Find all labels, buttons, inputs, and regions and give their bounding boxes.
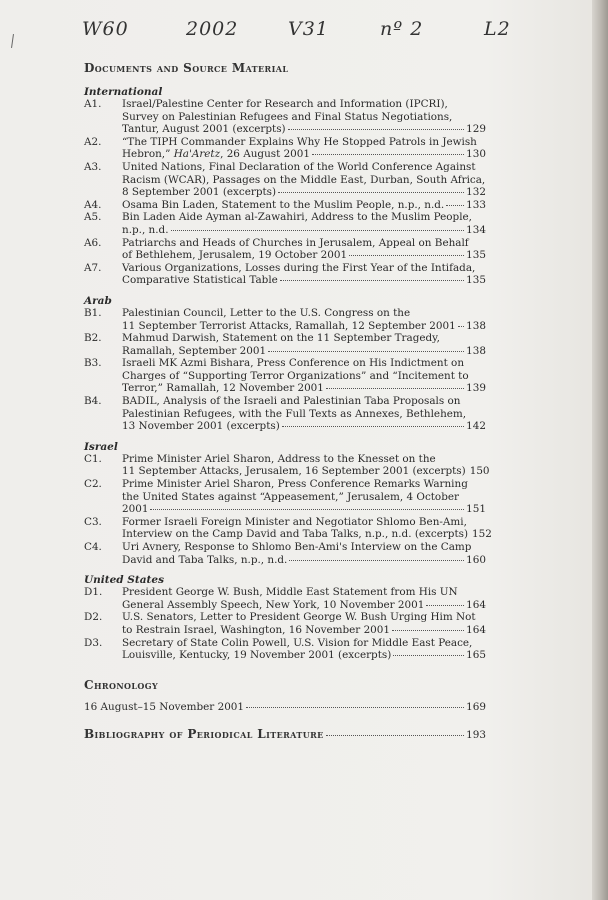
section-title-bibliography: Bibliography of Periodical Literature [84, 727, 324, 742]
entry-page-number: 160 [466, 553, 486, 566]
entry-page-number: 135 [466, 249, 486, 262]
group-title-arab: Arab [84, 294, 112, 307]
entry-page-number: 133 [466, 198, 486, 211]
leader-dots [282, 426, 464, 427]
entry-code: B1. [84, 306, 102, 319]
entry-line: Mahmud Darwish, Statement on the 11 September Tragedy, [122, 332, 440, 345]
entry-line: Israel/Palestine Center for Research and Information (IPCRI), [122, 98, 448, 110]
chronology-page: 169 [466, 700, 486, 713]
leader-dots [278, 192, 464, 193]
entry-line: “The TIPH Commander Explains Why He Stopped Patrols in Jewish [122, 135, 477, 148]
bibliography-page: 193 [466, 729, 486, 742]
entry-line: David and Taba Talks, n.p., n.d. [122, 553, 288, 566]
entry-line: 11 September Terrorist Attacks, Ramallah, 12 September 2001 [122, 319, 456, 332]
entry-code: B3. [84, 357, 102, 370]
leader-dots [246, 707, 464, 708]
toc-entry [84, 452, 490, 478]
entry-line: United Nations, Final Declaration of the World Conference Against [122, 160, 476, 173]
group-arab [84, 307, 486, 433]
entry-line: of Bethlehem, Jerusalem, 19 October 2001 [122, 249, 348, 262]
entry-line: Patriarchs and Heads of Churches in Jerusalem, Appeal on Behalf [122, 236, 469, 249]
entry-code: A7. [84, 261, 102, 274]
entry-line: Bin Laden Aide Ayman al-Zawahiri, Address to the Muslim People, [122, 211, 472, 224]
entry-line: BADIL, Analysis of the Israeli and Palestinian Taba Proposals on [122, 395, 461, 408]
handwriting-2: 2002 [186, 18, 239, 40]
leader-dots [446, 205, 464, 206]
toc-entry [84, 515, 492, 541]
entry-code: C4. [84, 541, 102, 553]
entry-code: D2. [84, 611, 103, 624]
entry-line: Ramallah, September 2001 [122, 344, 267, 357]
toc-entry [84, 611, 486, 636]
entry-page-number: 138 [466, 344, 486, 357]
entry-line: 13 November 2001 (excerpts) [122, 420, 280, 433]
entry-line: Uri Avnery, Response to Shlomo Ben-Ami's Interview on the Camp [122, 541, 472, 553]
entry-code: C2. [84, 478, 102, 491]
entry-line: Prime Minister Ariel Sharon, Address to the Knesset on the [122, 452, 436, 465]
entry-line: Comparative Statistical Table [122, 274, 278, 287]
page-edge-shadow [592, 0, 608, 900]
leader-dots [393, 655, 464, 656]
toc-entry [84, 478, 486, 516]
leader-dots [280, 280, 464, 281]
entry-page-number: 139 [466, 382, 486, 395]
toc-entry [84, 637, 486, 662]
entry-line: Racism (WCAR), Passages on the Middle East, Durban, South Africa, [122, 173, 486, 186]
entry-page-number: 164 [466, 623, 486, 636]
leader-dots [288, 129, 465, 130]
leader-dots [326, 735, 465, 736]
entry-code: A2. [84, 135, 102, 148]
entry-code: C1. [84, 452, 102, 465]
entry-code: B2. [84, 332, 102, 345]
entry-line: 8 September 2001 (excerpts) [122, 186, 277, 199]
toc-entry [84, 357, 486, 395]
entry-page-number: 138 [466, 319, 486, 332]
toc-entry [84, 541, 486, 566]
entry-line: U.S. Senators, Letter to President George W. Bush Urging Him Not [122, 611, 476, 624]
entry-line: Former Israeli Foreign Minister and Negotiator Shlomo Ben-Ami, [122, 515, 467, 528]
entry-code: A4. [84, 198, 102, 211]
section-title-chronology: Chronology [84, 677, 159, 692]
entry-page-number: 164 [466, 598, 486, 611]
group-israel [84, 452, 492, 566]
entry-code: B4. [84, 395, 102, 408]
leader-dots [289, 560, 464, 561]
entry-page-number: 150 [469, 465, 490, 478]
toc-entry [84, 199, 486, 212]
entry-line: to Restrain Israel, Washington, 16 November 2001 [122, 623, 391, 636]
entry-line: Prime Minister Ariel Sharon, Press Conference Remarks Warning [122, 478, 468, 491]
entry-code: D3. [84, 636, 103, 649]
entry-line: the United States against “Appeasement,” Jerusalem, 4 October [122, 490, 459, 503]
entry-line: Palestinian Council, Letter to the U.S. Congress on the [122, 306, 411, 319]
section-title-documents: Documents and Source Material [84, 61, 289, 75]
entry-line: Hebron,” Ha'Aretz, 26 August 2001 [122, 148, 311, 161]
entry-page-number: 165 [466, 649, 486, 662]
entry-line: 2001 [122, 503, 149, 516]
bibliography-entry [84, 728, 486, 742]
leader-dots [426, 605, 464, 606]
entry-line: Tantur, August 2001 (excerpts) [122, 123, 286, 136]
entry-code: A1. [84, 98, 102, 110]
handwriting-5: L2 [484, 18, 511, 40]
toc-entry [84, 395, 486, 433]
entry-line: n.p., n.d. [122, 223, 169, 236]
toc-entry [84, 98, 486, 136]
entry-line: Survey on Palestinian Refugees and Final Status Negotiations, [122, 110, 453, 123]
entry-code: A5. [84, 211, 102, 224]
entry-page-number: 129 [466, 123, 486, 136]
entry-page-number: 152 [472, 528, 492, 541]
toc-entry [84, 237, 486, 262]
entry-line: Various Organizations, Losses during the First Year of the Intifada, [122, 261, 476, 274]
leader-dots [458, 326, 464, 327]
entry-line: President George W. Bush, Middle East Statement from His UN [122, 586, 458, 599]
leader-dots [312, 154, 464, 155]
entry-code: D1. [84, 586, 103, 599]
entry-line: Osama Bin Laden, Statement to the Muslim People, n.p., n.d. [122, 198, 445, 211]
entry-line: 11 September Attacks, Jerusalem, 16 September 2001 (excerpts) [122, 465, 466, 478]
entry-line: Palestinian Refugees, with the Full Texts as Annexes, Bethlehem, [122, 407, 467, 420]
leader-dots [268, 351, 464, 352]
entry-line: Louisville, Kentucky, 19 November 2001 (excerpts) [122, 649, 392, 662]
group-title-international: International [84, 86, 163, 98]
group-title-israel: Israel [84, 440, 118, 453]
entry-page-number: 130 [466, 148, 486, 161]
leader-dots [326, 388, 464, 389]
chronology-entry [84, 701, 486, 714]
entry-code: A6. [84, 236, 102, 249]
toc-entry [84, 307, 486, 332]
entry-line: General Assembly Speech, New York, 10 November 2001 [122, 598, 425, 611]
entry-page-number: 151 [466, 503, 486, 516]
entry-page-number: 134 [466, 223, 486, 236]
pencil-mark [11, 34, 14, 48]
leader-dots [392, 630, 464, 631]
entry-page-number: 142 [466, 420, 486, 433]
group-international [84, 98, 486, 287]
toc-entry [84, 136, 486, 161]
toc-entry [84, 262, 486, 287]
handwriting-3: V31 [288, 18, 329, 40]
leader-dots [150, 509, 464, 510]
entry-line: Israeli MK Azmi Bishara, Press Conference on His Indictment on [122, 357, 465, 370]
handwriting-4: nº 2 [380, 18, 424, 40]
entry-page-number: 135 [466, 274, 486, 287]
entry-code: A3. [84, 160, 102, 173]
group-title-united-states: United States [84, 574, 164, 587]
group-united-states [84, 586, 486, 662]
toc-entry [84, 332, 486, 357]
toc-entry [84, 211, 486, 236]
entry-line: Secretary of State Colin Powell, U.S. Vision for Middle East Peace, [122, 636, 473, 649]
toc-entry [84, 586, 486, 611]
entry-code: C3. [84, 515, 102, 528]
chronology-range: 16 August–15 November 2001 [84, 700, 245, 713]
entry-line: Interview on the Camp David and Taba Talks, n.p., n.d. (excerpts) [122, 528, 469, 541]
handwriting-1: W60 [82, 18, 129, 40]
leader-dots [171, 230, 465, 231]
entry-line: Charges of “Supporting Terror Organizations” and “Incitement to [122, 369, 469, 382]
toc-entry [84, 161, 486, 199]
table-of-contents [84, 60, 492, 742]
entry-page-number: 132 [466, 186, 486, 199]
entry-line: Terror,” Ramallah, 12 November 2001 [122, 382, 324, 395]
leader-dots [349, 255, 464, 256]
